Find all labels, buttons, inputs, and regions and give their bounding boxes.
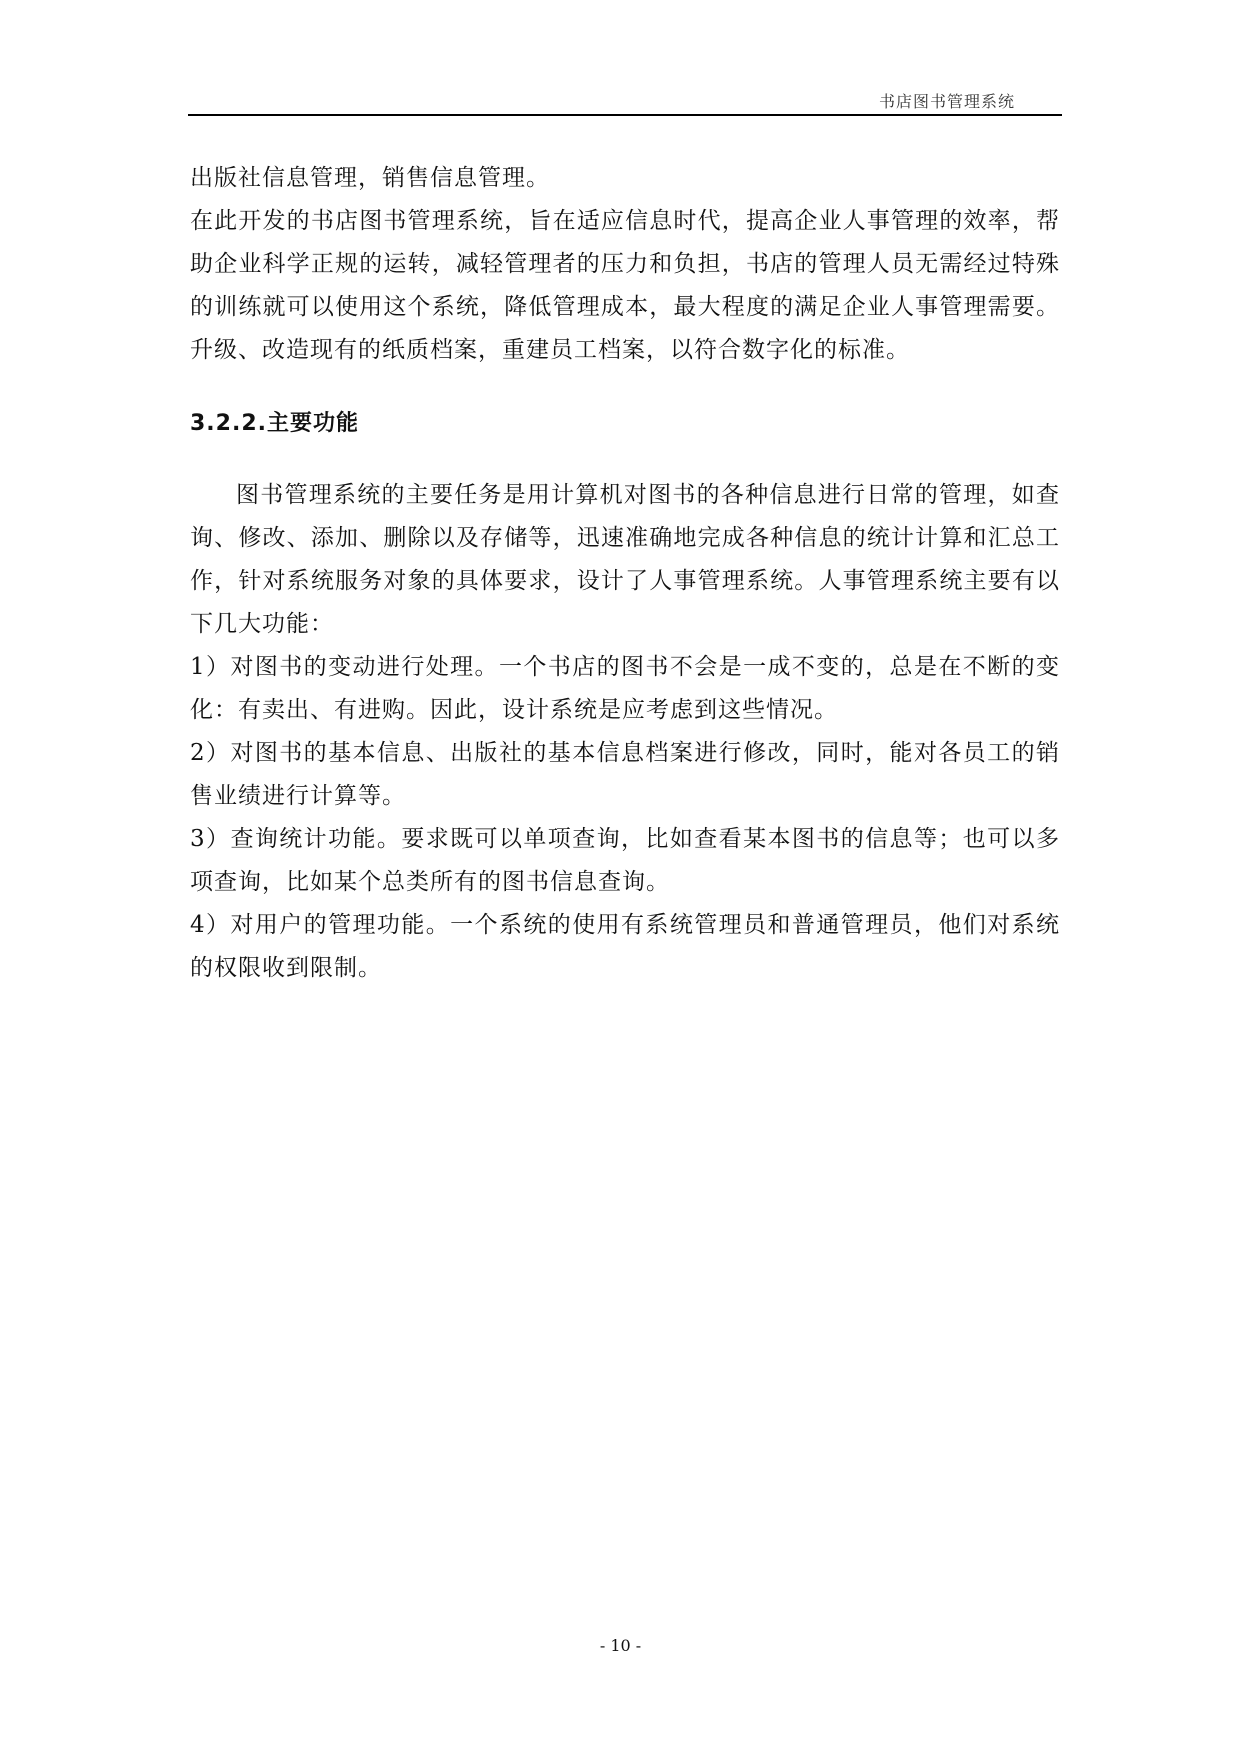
section-paragraph: 图书管理系统的主要任务是用计算机对图书的各种信息进行日常的管理，如查询、修改、添加、删除以及存储等，迅速准确地完成各种信息的统计计算和汇总工作，针对系统服务对象的具体要求，设计了人事管理系统。人事管理系统主要有以下几大功能： (190, 482, 1060, 637)
function-item-3: 3）查询统计功能。要求既可以单项查询，比如查看某本图书的信息等；也可以多项查询，比如某个总类所有的图书信息查询。 (190, 826, 1060, 895)
intro-paragraph: 在此开发的书店图书管理系统，旨在适应信息时代，提高企业人事管理的效率，帮助企业科学正规的运转，减轻管理者的压力和负担，书店的管理人员无需经过特殊的训练就可以使用这个系统，降低管理成本，最大程度的满足企业人事管理需要。升级、改造现有的纸质档案，重建员工档案，以符合数字化的标准。 (190, 208, 1060, 363)
function-item-4: 4）对用户的管理功能。一个系统的使用有系统管理员和普通管理员，他们对系统的权限收到限制。 (190, 912, 1060, 981)
function-item-1: 1）对图书的变动进行处理。一个书店的图书不会是一成不变的，总是在不断的变化：有卖出、有进购。因此，设计系统是应考虑到这些情况。 (190, 654, 1060, 723)
page-body (190, 157, 1060, 990)
running-header: 书店图书管理系统 (878, 92, 1015, 111)
page-number: - 10 - (599, 1636, 642, 1655)
intro-continuation: 出版社信息管理，销售信息管理。 (190, 165, 550, 191)
header-rule (188, 114, 1062, 116)
section-heading: 3.2.2.主要功能 (190, 411, 359, 436)
function-item-2: 2）对图书的基本信息、出版社的基本信息档案进行修改，同时，能对各员工的销售业绩进行计算等。 (190, 740, 1060, 809)
